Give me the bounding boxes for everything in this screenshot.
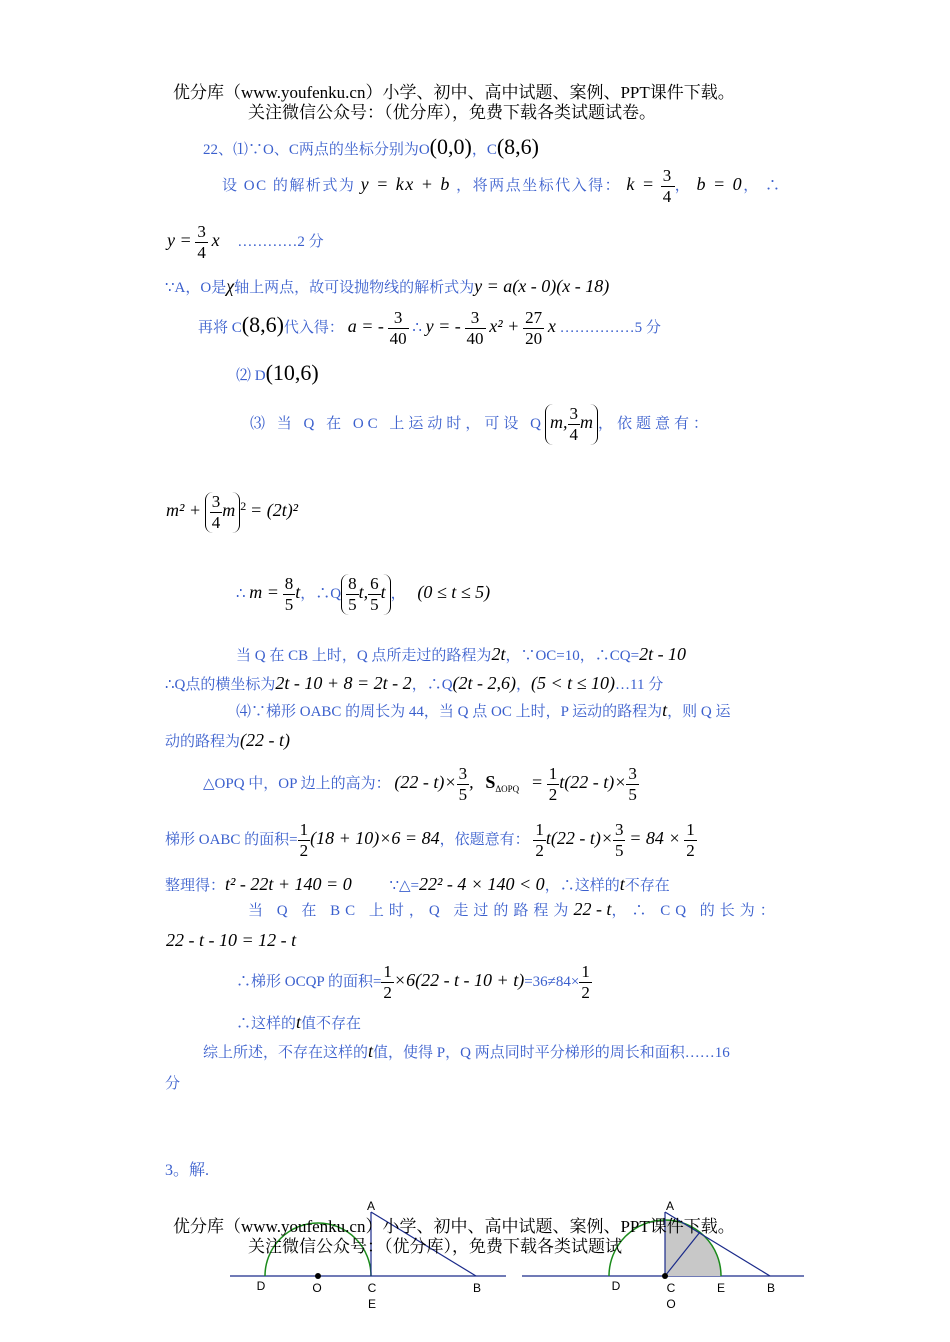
x2-term: x² + <box>489 315 520 336</box>
q22-line21-prefix: 综上所述，不存在这样的 <box>203 1045 369 1061</box>
k-label: k = <box>626 173 656 194</box>
q22-line19 <box>236 962 592 1003</box>
height-fraction: $\frac{3}{5}$ <box>458 764 468 804</box>
three-fifths-fraction: $\frac{3}{5}$ <box>628 764 637 804</box>
q22-line8 <box>166 492 298 533</box>
q22-line1 <box>203 134 539 160</box>
score-2: …………2 分 <box>237 233 324 250</box>
q22-line5-prefix: 再将 C <box>198 319 242 336</box>
fig2-label-o: O <box>666 1297 676 1311</box>
q22-line12 <box>236 700 731 721</box>
cq-expression: 2t - 10 <box>639 644 687 664</box>
score-5: ……………5 分 <box>559 319 661 336</box>
m-squared: m² + <box>166 499 202 520</box>
a-label: a = - <box>347 315 384 336</box>
height-expression: (22 - t)× <box>394 771 457 792</box>
half-fraction-4: $\frac{1}{2}$ <box>686 820 695 860</box>
q-point-bracket: m, $\frac{3}{4}$ m <box>545 404 598 445</box>
fig1-label-c: C <box>367 1281 377 1295</box>
q22-line13 <box>165 730 290 751</box>
therefore-symbol-2: ∴ <box>412 319 422 336</box>
q22-line18 <box>166 930 296 951</box>
x-label: x <box>211 229 220 250</box>
point-o: (0,0) <box>429 134 472 159</box>
coef1-fraction: $\frac{3}{40}$ <box>466 308 484 348</box>
header-line2: 关注微信公众号：（优分库），免费下载各类试题试卷。 <box>248 103 656 122</box>
point-c-2: (8,6) <box>241 311 284 337</box>
slope-fraction: $\frac{3}{4}$ <box>197 222 206 262</box>
q22-line13-prefix: 动的路程为 <box>165 734 241 750</box>
q22-line5 <box>198 308 661 349</box>
q22-line21-suffix: 值，使得 P，Q 两点同时平分梯形的周长和面积……16 <box>373 1045 730 1061</box>
q22-line14-prefix: △OPQ 中，OP 边上的高为： <box>203 775 391 792</box>
quadratic-equation: t² - 22t + 140 = 0 <box>225 874 352 894</box>
point-d: (10,6) <box>265 360 319 385</box>
parabola-equation: y = a(x - 0)(x - 18) <box>474 276 610 296</box>
t-var-3: t <box>619 874 625 894</box>
q22-line12-prefix: ⑷∵梯形 OABC 的周长为 44，当 Q 点 OC 上时，P 运动的路程为 <box>236 704 663 720</box>
header-line1: 优分库（www.youfenku.cn）小学、初中、高中试题、案例、PPT课件下载。 <box>173 83 735 102</box>
q22-line2-sep1: ， <box>674 177 692 194</box>
q22-line20 <box>236 1012 361 1033</box>
chi-symbol: χ <box>226 276 235 296</box>
t-range-1: (0 ≤ t ≤ 5) <box>417 581 491 602</box>
q22-line15-mid: ，依题意有： <box>439 831 530 848</box>
q22-line16-prefix: 整理得： <box>165 878 226 894</box>
equals-84: = 84 × <box>629 827 681 848</box>
q-coordinates: $\frac{8}{5}$ t, $\frac{6}{5}$ t <box>341 574 391 615</box>
fig1-label-e: E <box>367 1297 377 1311</box>
q22-line2-sep2: ， <box>743 177 760 194</box>
m-label: m = <box>249 581 279 602</box>
q22-line5-mid: 代入得： <box>283 319 344 336</box>
path-2t: 2t <box>491 644 506 664</box>
therefore-symbol-3: ∴ <box>236 585 246 602</box>
half-fraction-5: $\frac{1}{2}$ <box>383 962 392 1002</box>
fig1-label-d: D <box>256 1279 266 1293</box>
q22-line16-mid: ，∴这样的 <box>544 878 620 894</box>
q22-line10 <box>236 644 686 665</box>
q22-line4-prefix: ∵A，O是 <box>165 280 227 296</box>
q22-line6 <box>236 360 319 386</box>
q22-line10-prefix: 当 Q 在 CB 上时，Q 点所走过的路程为 <box>236 648 492 664</box>
area-expression: t(22 - t)× <box>559 771 627 792</box>
q22-line19-suffix: =36≠84× <box>524 973 580 990</box>
footer-line2: 关注微信公众号：（优分库），免费下载各类试题试 <box>248 1237 622 1256</box>
area-equation: t(22 - t)× <box>545 827 613 848</box>
half-fraction: $\frac{1}{2}$ <box>548 764 558 804</box>
q22-line7 <box>250 404 712 445</box>
fig1-label-b: B <box>472 1281 482 1295</box>
trapezoid-area: (18 + 10)×6 = 84 <box>310 827 440 848</box>
path-22-t: 22 - t <box>573 899 612 919</box>
q22-line17-suffix: ，∴ CQ 的长为： <box>611 903 780 919</box>
q-path-expression: (22 - t) <box>240 730 290 750</box>
area-symbol: S <box>485 771 496 792</box>
q22-line11-prefix: ∴Q点的横坐标为 <box>165 677 276 693</box>
q22-line20-suffix: 值不存在 <box>301 1016 362 1032</box>
q22-line19-prefix: ∴梯形 OCQP 的面积= <box>236 973 382 990</box>
score-11: …11 分 <box>615 677 664 693</box>
half-fraction-2: $\frac{1}{2}$ <box>299 820 309 860</box>
q-x-coordinate: 2t - 10 + 8 = 2t - 2 <box>275 673 412 693</box>
q22-line11-mid: ，∴Q <box>411 677 453 693</box>
q22-line9-comma: ， <box>390 585 406 602</box>
q22-line2 <box>222 166 781 207</box>
q22-line15 <box>165 820 697 861</box>
q22-line16 <box>165 874 670 895</box>
q22-line17 <box>248 899 780 920</box>
fig1-point-o <box>315 1273 321 1279</box>
q22-line16-suffix: 不存在 <box>624 878 670 894</box>
fig2-point-o <box>662 1273 668 1279</box>
q22-line4-mid: 轴上两点，故可设抛物线的解析式为 <box>234 280 475 296</box>
three-fifths-2: $\frac{3}{5}$ <box>614 820 624 860</box>
therefore-symbol: ∴ <box>764 177 782 194</box>
q22-line21 <box>203 1041 730 1062</box>
q22-line15-prefix: 梯形 OABC 的面积= <box>165 831 298 848</box>
q22-line14 <box>203 764 639 805</box>
area-subscript: ΔOPQ <box>495 783 520 794</box>
fig2-label-a: A <box>665 1199 675 1213</box>
q22-line10-mid: ，∵OC=10，∴CQ= <box>505 648 640 664</box>
q22-line22: 分 <box>165 1076 181 1092</box>
q-point-2: (2t - 2,6) <box>452 673 517 693</box>
m-fraction: $\frac{8}{5}$ <box>284 574 294 614</box>
fig1-label-a: A <box>366 1199 376 1213</box>
t-var-5: t <box>368 1041 374 1061</box>
q22-line12-suffix: ，则 Q 运 <box>667 704 731 720</box>
x-term: x <box>547 315 556 336</box>
fig2-label-b: B <box>766 1281 776 1295</box>
point-c: (8,6) <box>496 134 539 159</box>
q22-line9 <box>236 574 490 615</box>
t-var-2: t <box>662 700 668 720</box>
q22-line11 <box>165 673 663 694</box>
q22-line3 <box>167 222 324 263</box>
delta-expression: 22² - 4 × 140 < 0 <box>419 874 545 894</box>
half-fraction-6: $\frac{1}{2}$ <box>581 962 590 1002</box>
q22-line11-comma: ， <box>516 677 532 693</box>
fig2-label-c: C <box>666 1281 676 1295</box>
q22-line2-mid: ，将两点坐标代入得： <box>456 177 622 194</box>
a-fraction: $\frac{3}{40}$ <box>389 308 407 348</box>
q22-line2-prefix: 设 OC 的解析式为 <box>222 177 356 194</box>
k-fraction: $\frac{3}{4}$ <box>662 166 673 206</box>
q22-line17-prefix: 当 Q 在 BC 上时，Q 走过的路程为 <box>248 903 574 919</box>
y-label-2: y = - <box>425 315 461 336</box>
q22-line7-prefix: ⑶ 当 Q 在 OC 上运动时，可设 Q <box>250 415 546 432</box>
q22-line1-prefix: 22、⑴∵O、C两点的坐标分别为O <box>203 142 430 158</box>
fig2-label-e: E <box>716 1281 726 1295</box>
t-var-4: t <box>296 1012 302 1032</box>
q22-line20-prefix: ∴这样的 <box>236 1016 297 1032</box>
b-value: b = 0 <box>696 173 744 194</box>
t-var: t <box>295 581 301 602</box>
q22-line9-mid: ，∴Q <box>300 585 342 602</box>
footer-line1: 优分库（www.youfenku.cn）小学、初中、高中试题、案例、PPT课件下载。 <box>173 1217 735 1236</box>
q22-line6-prefix: ⑵ D <box>236 368 266 384</box>
fig2-label-d: D <box>611 1279 621 1293</box>
ocqp-area: ×6(22 - t - 10 + t) <box>393 969 525 990</box>
y-label: y = <box>167 229 192 250</box>
coef2-fraction: $\frac{27}{20}$ <box>525 308 543 348</box>
q22-line7-suffix: ，依题意有： <box>598 415 713 432</box>
equals-2t-squared: = (2t)² <box>250 499 299 520</box>
delta-prefix: ∵△= <box>389 878 419 894</box>
cq-length: 22 - t - 10 = 12 - t <box>166 930 297 950</box>
m-fraction-bracket: $\frac{3}{4}$ m <box>205 492 241 533</box>
q22-line1-mid: ，C <box>471 142 497 158</box>
square-exponent: 2 <box>240 498 247 513</box>
fig1-label-o: O <box>312 1281 322 1295</box>
half-fraction-3: $\frac{1}{2}$ <box>535 820 544 860</box>
equals-sign: = <box>530 771 544 792</box>
t-range-2: (5 < t ≤ 10) <box>531 673 616 693</box>
oc-equation: y = kx + b <box>360 173 451 194</box>
q3-title: 3。解. <box>165 1162 210 1179</box>
q22-line4 <box>165 276 609 297</box>
comma-sep: , <box>469 771 474 792</box>
